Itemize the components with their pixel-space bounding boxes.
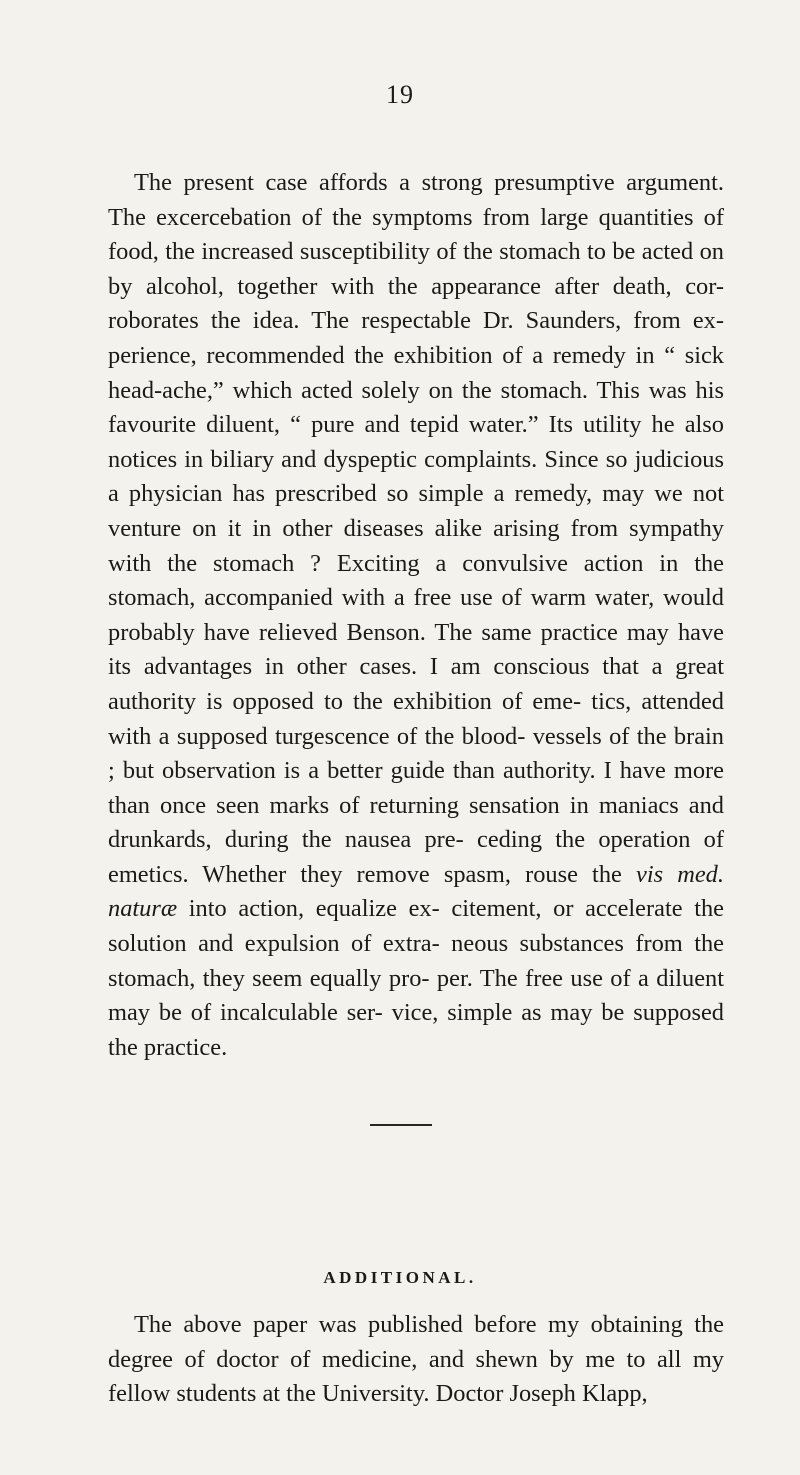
section-divider xyxy=(370,1124,432,1126)
additional-paragraph: The above paper was published before my obtaining the degree of doctor of medicine, and shewn by me to all my fellow students at the University. Doctor Joseph Klapp, xyxy=(108,1311,724,1408)
section-heading-additional: ADDITIONAL. xyxy=(323,1268,477,1287)
main-paragraph-end: into action, equalize ex- citement, or accelerate the solution and expulsion of extra- neous substances from the stomach, they seem equally pro- per. The free use of a diluent may be of incalculable ser- vice, simple as may be supposed the practice. xyxy=(108,895,724,1061)
page-number: 19 xyxy=(386,80,414,109)
main-paragraph xyxy=(108,166,724,1065)
main-paragraph-text: The present case affords a strong presumptive argument. The excercebation of the symptoms from large quantities of food, the increased susceptibility of the stomach to be acted on by alcohol, together with the appearance after death, cor- roborates the idea. The respectable Dr. Saunders, from ex- perience, recommended the exhibition of a remedy in “ sick head-ache,” which acted solely on the stomach. This was his favourite diluent, “ pure and tepid water.” Its utility he also notices in biliary and dyspeptic complaints. Since so judicious a physician has prescribed so simple a remedy, may we not venture on it in other diseases alike arising from sympathy with the stomach ? Exciting a convulsive action in the stomach, accompanied with a free use of warm water, would probably have relieved Benson. The same practice may have its advantages in other cases. I am conscious that a great authority is opposed to the exhibition of eme- tics, attended with a supposed turgescence of the blood- vessels of the brain ; but observation is a better guide than authority. I have more than once seen marks of returning sensation in maniacs and drunkards, during the nausea pre- ceding the operation of emetics. Whether they remove spasm, rouse the xyxy=(108,169,724,888)
latin-phrase: vis med. naturæ xyxy=(108,860,724,923)
